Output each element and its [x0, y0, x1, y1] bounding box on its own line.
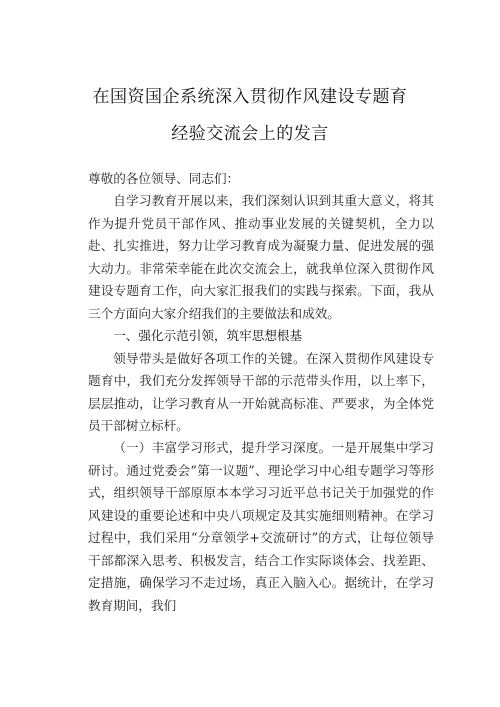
document-body: [88, 168, 434, 617]
paragraph-leadership: 领导带头是做好各项工作的关键。在深入贯彻作风建设专题育中，我们充分发挥领导干部的示范带头作用，以上率下，层层推动，让学习教育从一开始就高标准、严要求，为全体党员干部树立标杆。: [88, 350, 434, 433]
paragraph-intro: 自学习教育开展以来，我们深刻认识到其重大意义，将其作为提升党员干部作风、推动事业发展的关键契机，全力以赴、扎实推进，努力让学习教育成为凝聚力量、促进发展的强大动力。非常荣幸能在此次交流会上，就我单位深入贯彻作风建设专题育工作，向大家汇报我们的实践与探索。下面，我从三个方面向大家介绍我们的主要做法和成效。: [88, 193, 434, 321]
salutation: 尊敬的各位领导、同志们：: [88, 171, 240, 186]
document-title-line-1: 在国资国企系统深入贯彻作风建设专题育: [92, 87, 408, 107]
paragraph-study-forms: （一）丰富学习形式，提升学习深度。一是开展集中学习研讨。通过党委会“第一议题”、理论学习中心组专题学习等形式，组织领导干部原原本本学习习近平总书记关于加强党的作风建设的重要论述和中央八项规定及其实施细则精神。在学习过程中，我们采用“分章领学+交流研讨”的方式，让每位领导干部都深入思考、积极发言，结合工作实际谈体会、找差距、定措施，确保学习不走过场，真正入脑入心。据统计，在学习教育期间，我们: [88, 440, 434, 613]
document-title-line-2: 经验交流会上的发言: [171, 124, 329, 144]
section-heading-1: 一、强化示范引领，筑牢思想根基: [113, 328, 303, 344]
